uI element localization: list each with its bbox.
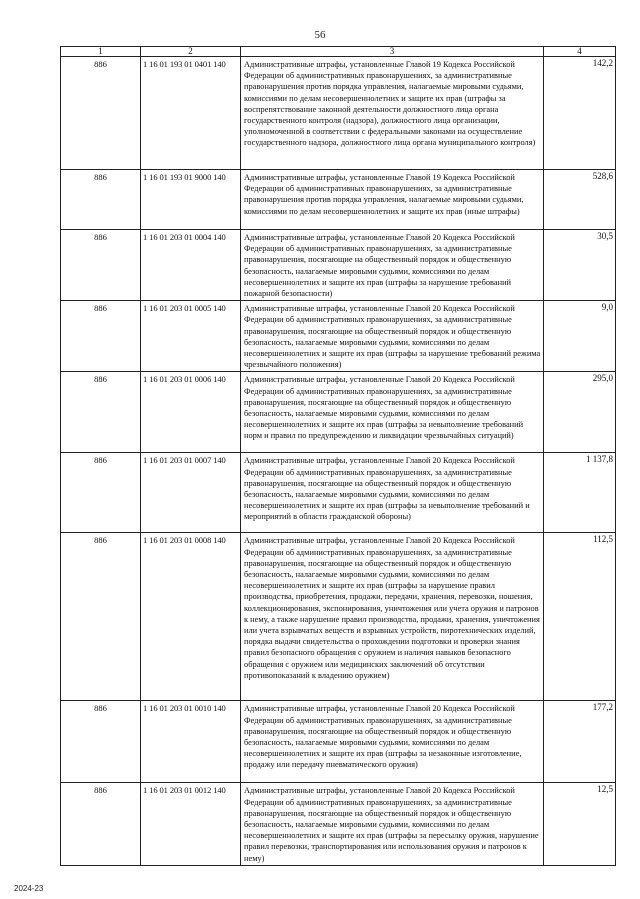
admin-code: 886 [61, 301, 141, 372]
amount: 177,2 [544, 701, 616, 783]
revenue-name: Административные штрафы, установленные Главой 20 Кодекса Российской Федерации об административных правонарушениях, за административные правонарушения, посягающие на общественный порядок и общественную безопасность, налагаемые мировыми судьями, комиссиями по делам несовершеннолетних и защите их прав (штрафы за невыполнение требований норм и правил по предупреждению и ликвидации чрезвычайных ситуаций) [241, 372, 544, 453]
budget-code: 1 16 01 203 01 0007 140 [141, 453, 241, 533]
amount: 30,5 [544, 230, 616, 301]
table-row [61, 701, 616, 783]
document-footer: 2024-23 [14, 884, 44, 893]
revenue-name: Административные штрафы, установленные Главой 20 Кодекса Российской Федерации об административных правонарушениях, за административные правонарушения, посягающие на общественный порядок и общественную безопасность, налагаемые мировыми судьями, комиссиями по делам несовершеннолетних и защите их прав (штрафы за невыполнение требований и мероприятий в области гражданской обороны) [241, 453, 544, 533]
table-row [61, 372, 616, 453]
amount: 528,6 [544, 170, 616, 230]
table-row [61, 57, 616, 170]
admin-code: 886 [61, 783, 141, 865]
budget-code: 1 16 01 203 01 0008 140 [141, 533, 241, 701]
table-header-row [61, 47, 616, 57]
table-row [61, 301, 616, 372]
admin-code: 886 [61, 170, 141, 230]
amount: 12,5 [544, 783, 616, 865]
admin-code: 886 [61, 57, 141, 170]
revenue-name: Административные штрафы, установленные Главой 19 Кодекса Российской Федерации об административных правонарушениях, за административные правонарушения против порядка управления, налагаемые мировыми судьями, комиссиями по делам несовершеннолетних и защите их прав (иные штрафы) [241, 170, 544, 230]
budget-code: 1 16 01 203 01 0006 140 [141, 372, 241, 453]
column-header: 2 [141, 47, 241, 57]
amount: 1 137,8 [544, 453, 616, 533]
admin-code: 886 [61, 533, 141, 701]
amount: 142,2 [544, 57, 616, 170]
admin-code: 886 [61, 230, 141, 301]
budget-code: 1 16 01 193 01 9000 140 [141, 170, 241, 230]
revenue-name: Административные штрафы, установленные Главой 20 Кодекса Российской Федерации об административных правонарушениях, за административные правонарушения, посягающие на общественный порядок и общественную безопасность, налагаемые мировыми судьями, комиссиями по делам несовершеннолетних и защите их прав (штрафы за незаконные изготовление, продажу или передачу пневматического оружия) [241, 701, 544, 783]
table-row [61, 533, 616, 701]
revenue-name: Административные штрафы, установленные Главой 20 Кодекса Российской Федерации об административных правонарушениях, за административные правонарушения, посягающие на общественный порядок и общественную безопасность, налагаемые мировыми судьями, комиссиями по делам несовершеннолетних и защите их прав (штрафы за пересылку оружия, нарушение правил перевозки, транспортирования или использования оружия и патронов к нему) [241, 783, 544, 865]
table-row [61, 230, 616, 301]
amount: 9,0 [544, 301, 616, 372]
amount: 295,0 [544, 372, 616, 453]
amount: 112,5 [544, 533, 616, 701]
budget-code: 1 16 01 203 01 0005 140 [141, 301, 241, 372]
table-row [61, 170, 616, 230]
table-row [61, 453, 616, 533]
revenue-name: Административные штрафы, установленные Главой 20 Кодекса Российской Федерации об административных правонарушениях, за административные правонарушения, посягающие на общественный порядок и общественную безопасность, налагаемые мировыми судьями, комиссиями по делам несовершеннолетних и защите их прав (штрафы за нарушение правил производства, приобретения, продажи, передачи, хранения, перевозки, ношения, коллекционирования, экспонирования, уничтожения или учета оружия и патронов к нему, а также нарушение правил производства, продажи, хранения, уничтожения или учета взрывчатых веществ и взрывных устройств, пиротехнических изделий, порядка выдачи свидетельства о прохождении подготовки и проверки знания правил безопасного обращения с оружием и наличия навыков безопасного обращения с оружием или медицинских заключений об отсутствии противопоказаний к владению оружием) [241, 533, 544, 701]
revenue-name: Административные штрафы, установленные Главой 19 Кодекса Российской Федерации об административных правонарушениях, за административные правонарушения против порядка управления, налагаемые мировыми судьями, комиссиями по делам несовершеннолетних и защите их прав (штрафы за воспрепятствование законной деятельности должностного лица органа государственного контроля (надзора), должностного лица организации, уполномоченной в соответствии с федеральными законами на осуществление государственного надзора, должностного лица органа муниципального контроля) [241, 57, 544, 170]
budget-code: 1 16 01 193 01 0401 140 [141, 57, 241, 170]
column-header: 4 [544, 47, 616, 57]
revenue-name: Административные штрафы, установленные Главой 20 Кодекса Российской Федерации об административных правонарушениях, за административные правонарушения, посягающие на общественный порядок и общественную безопасность, налагаемые мировыми судьями, комиссиями по делам несовершеннолетних и защите их прав (штрафы за нарушение требований пожарной безопасности) [241, 230, 544, 301]
budget-code: 1 16 01 203 01 0010 140 [141, 701, 241, 783]
page-number: 56 [314, 29, 326, 41]
column-header: 1 [61, 47, 141, 57]
column-header: 3 [241, 47, 544, 57]
budget-code: 1 16 01 203 01 0004 140 [141, 230, 241, 301]
admin-code: 886 [61, 453, 141, 533]
table-row [61, 783, 616, 865]
budget-code: 1 16 01 203 01 0012 140 [141, 783, 241, 865]
admin-code: 886 [61, 701, 141, 783]
admin-code: 886 [61, 372, 141, 453]
revenue-name: Административные штрафы, установленные Главой 20 Кодекса Российской Федерации об административных правонарушениях, за административные правонарушения, посягающие на общественный порядок и общественную безопасность, налагаемые мировыми судьями, комиссиями по делам несовершеннолетних и защите их прав (штрафы за нарушение требований режима чрезвычайного положения) [241, 301, 544, 372]
revenue-table [60, 46, 616, 866]
